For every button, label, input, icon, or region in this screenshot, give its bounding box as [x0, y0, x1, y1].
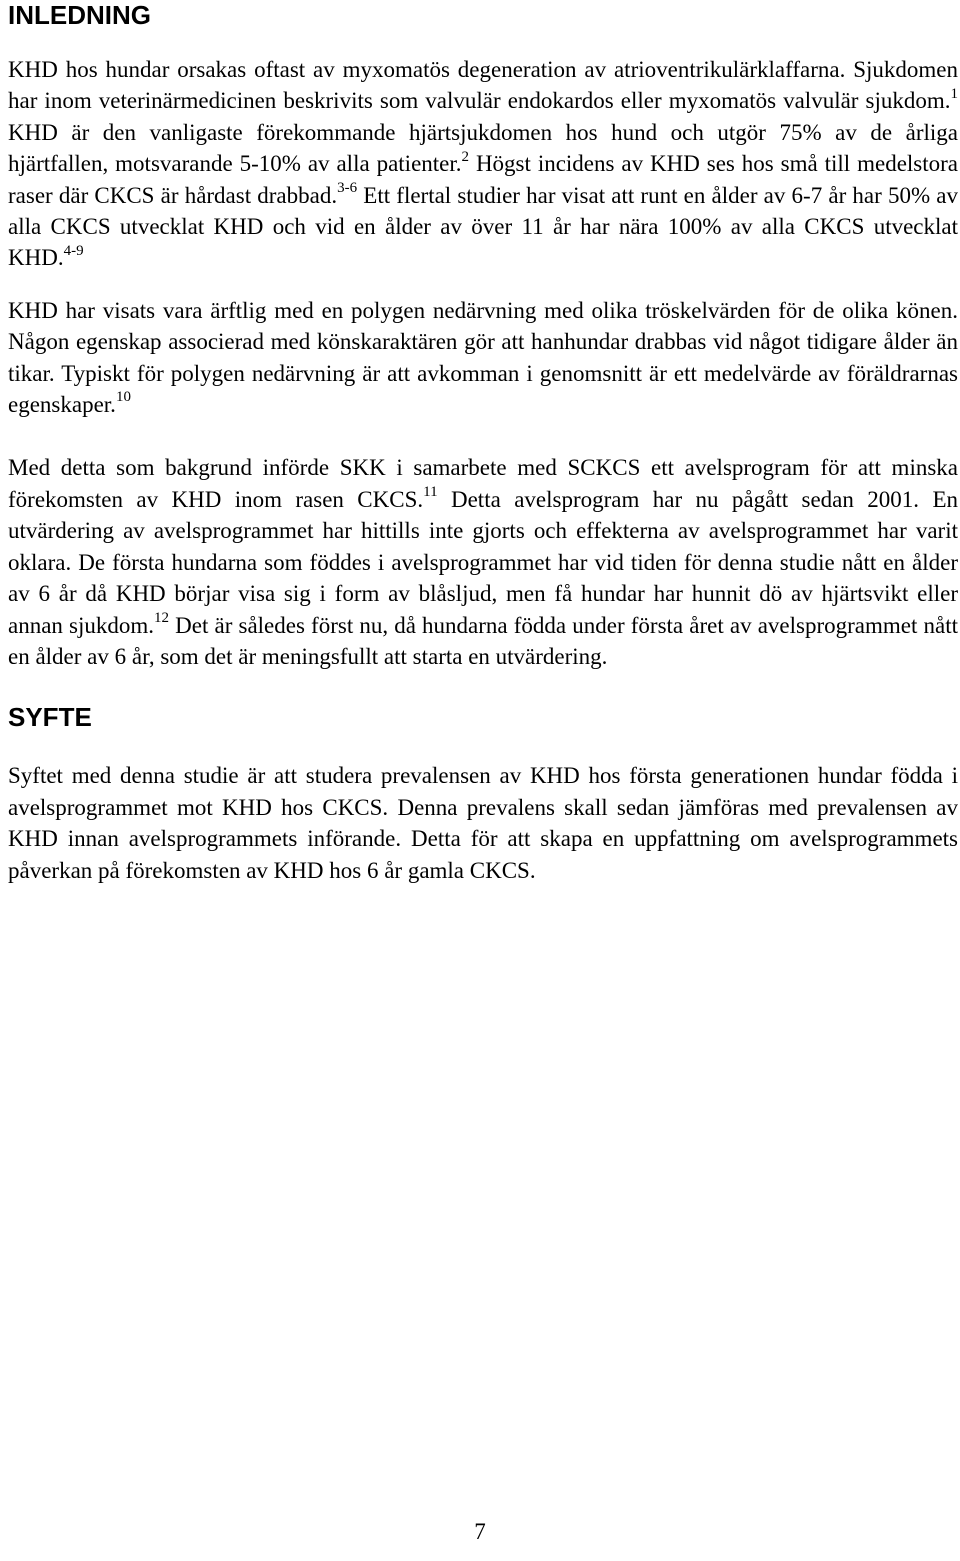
paragraph-breeding-program [8, 452, 958, 672]
heading-syfte: SYFTE [8, 702, 92, 733]
reference-superscript: 10 [115, 389, 131, 406]
reference-superscript: 2 [461, 148, 470, 165]
page-number: 7 [474, 1519, 486, 1544]
sentence: KHD har visats vara ärftlig med en polygen nedärvning med olika tröskelvärden för de olika könen. Någon egenskap associerad med könskaraktären gör att hanhundar drabbas vid något tidigare ålder än tikar. Typiskt för polygen nedärvning är att avkomman i genomsnitt är ett medelvärde av föräldrarnas egenskaper. [8, 297, 958, 418]
sentence: Detta avelsprogram har nu pågått sedan 2001. En utvärdering av avelsprogrammet har hittills inte gjorts och effekterna av avelsprogrammet har varit oklara. De första hundarna som föddes i avelsprogrammet har vid tiden för denna studie nått en ålder av 6 år då KHD börjar visa sig i form av blåsljud, men få hundar har hunnit dö av hjärtsvikt eller annan sjukdom. [8, 486, 958, 638]
reference-superscript: 3-6 [337, 179, 358, 196]
reference-superscript: 4-9 [63, 242, 84, 259]
sentence: Ett flertal studier har visat att runt en ålder av 6-7 år har 50% av alla CKCS utvecklat KHD och vid en ålder av över 11 år har nära 100% av alla CKCS utvecklat KHD. [8, 182, 959, 271]
document-page [8, 0, 958, 886]
sentence: KHD är den vanligaste förekommande hjärtsjukdomen hos hund och utgör 75% av de årliga hjärtfallen, motsvarande 5-10% av alla patienter. [8, 119, 958, 177]
paragraph-khd-background [8, 54, 958, 274]
sentence: Med detta som bakgrund införde SKK i samarbete med SCKCS ett avelsprogram för att minska förekomsten av KHD inom rasen CKCS. [8, 455, 958, 512]
sentence: Det är således först nu, då hundarna födda under första året av avelsprogrammet nått en ålder av 6 år, som det är meningsfullt att starta en utvärdering. [8, 612, 958, 669]
reference-superscript: 11 [423, 484, 438, 501]
reference-superscript: 1 [950, 85, 958, 102]
sentence: Högst incidens av KHD ses hos små till medelstora raser där CKCS är hårdast drabbad. [8, 151, 959, 208]
paragraph-purpose: Syftet med denna studie är att studera prevalensen av KHD hos första generationen hundar födda i avelsprogrammet mot KHD hos CKCS. Denna prevalens skall sedan jämföras med prevalensen av KHD innan avelsprogrammets införande. Detta för att skapa en uppfattning om avelsprogrammets påverkan på förekomsten av KHD hos 6 år gamla CKCS. [8, 763, 958, 883]
paragraph-inheritance [8, 295, 958, 421]
heading-inledning: INLEDNING [8, 0, 151, 30]
sentence: KHD hos hundar orsakas oftast av myxomatös degeneration av atrioventrikulärklaffarna. Sjukdomen har inom veterinärmedicinen beskrivits som valvulär endokardos eller myxomatös valvulär sjukdom. [8, 57, 958, 114]
reference-superscript: 12 [154, 609, 170, 626]
